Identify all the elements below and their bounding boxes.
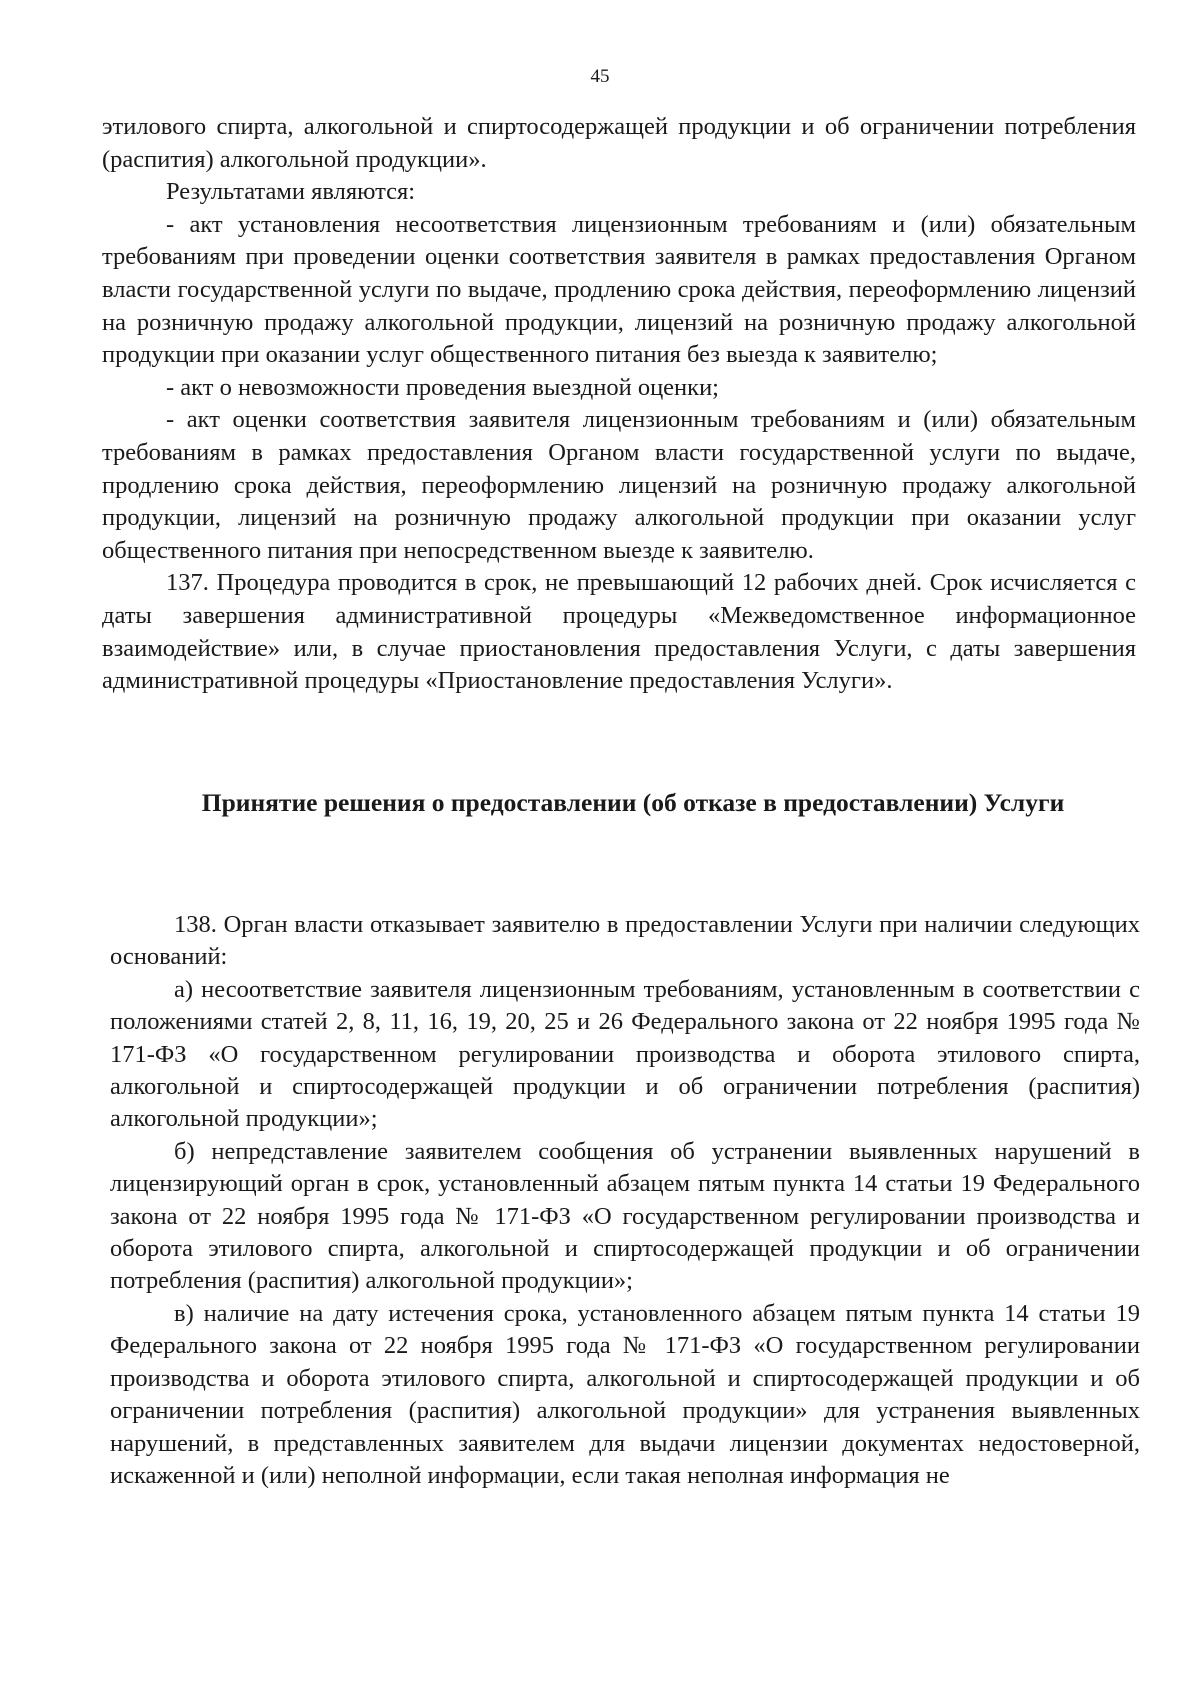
- paragraph-138: 138. Орган власти отказывает заявителю в предоставлении Услуги при наличии следующих оснований:: [110, 911, 1140, 971]
- paragraph-137: 137. Процедура проводится в срок, не превышающий 12 рабочих дней. Срок исчисляется с даты завершения административной процедуры «Межведомственное информационное взаимодействие» или, в случае приостановления предоставления Услуги, с даты завершения административной процедуры «Приостановление предоставления Услуги».: [102, 569, 1136, 695]
- paragraph-act-nonconformity: - акт установления несоответствия лицензионным требованиям и (или) обязательным требованиям при проведении оценки соответствия заявителя в рамках предоставления Органом власти государственной услуги по выдаче, продлению срока действия, переоформлению лицензий на розничную продажу алкогольной продукции, лицензий на розничную продажу алкогольной продукции при оказании услуг общественного питания без выезда к заявителю;: [102, 210, 1136, 369]
- section-results: [102, 111, 1136, 698]
- section-decision: [110, 788, 1140, 1492]
- paragraph-138-v: в) наличие на дату истечения срока, установленного абзацем пятым пункта 14 статьи 19 Федерального закона от 22 ноября 1995 года № 171-ФЗ «О государственном регулировании производства и оборота этилового спирта, алкогольной и спиртосодержащей продукции и об ограничении потребления (распития) алкогольной продукции» для устранения выявленных нарушений, в представленных заявителем для выдачи лицензии документах недостоверной, искаженной и (или) неполной информации, если такая неполная информация не: [110, 1299, 1140, 1489]
- paragraph-act-impossibility: - акт о невозможности проведения выездной оценки;: [166, 373, 719, 401]
- page-number: 45: [590, 66, 610, 87]
- paragraph-act-assessment: - акт оценки соответствия заявителя лицензионным требованиям и (или) обязательным требованиям в рамках предоставления Органом власти государственной услуги по выдаче, продлению срока действия, переоформлению лицензий на розничную продажу алкогольной продукции, лицензий на розничную продажу алкогольной продукции при оказании услуг общественного питания при непосредственном выезде к заявителю.: [102, 406, 1136, 564]
- section-heading: Принятие решения о предоставлении (об отказе в предоставлении) Услуги: [201, 788, 1065, 817]
- paragraph-138-a: а) несоответствие заявителя лицензионным требованиям, установленным в соответствии с положениями статей 2, 8, 11, 16, 19, 20, 25 и 26 Федерального закона от 22 ноября 1995 года № 171-ФЗ «О государственном регулировании производства и оборота этилового спирта, алкогольной и спиртосодержащей продукции и об ограничении потребления (распития) алкогольной продукции»;: [110, 975, 1140, 1133]
- paragraph-138-b: б) непредставление заявителем сообщения об устранении выявленных нарушений в лицензирующий орган в срок, установленный абзацем пятым пункта 14 статьи 19 Федерального закона от 22 ноября 1995 года № 171-ФЗ «О государственном регулировании производства и оборота этилового спирта, алкогольной и спиртосодержащей продукции и об ограничении потребления (распития) алкогольной продукции»;: [110, 1137, 1140, 1295]
- paragraph-results-intro: Результатами являются:: [166, 178, 416, 206]
- paragraph-continuation: этилового спирта, алкогольной и спиртосодержащей продукции и об ограничении потребления (распития) алкогольной продукции».: [102, 113, 1136, 173]
